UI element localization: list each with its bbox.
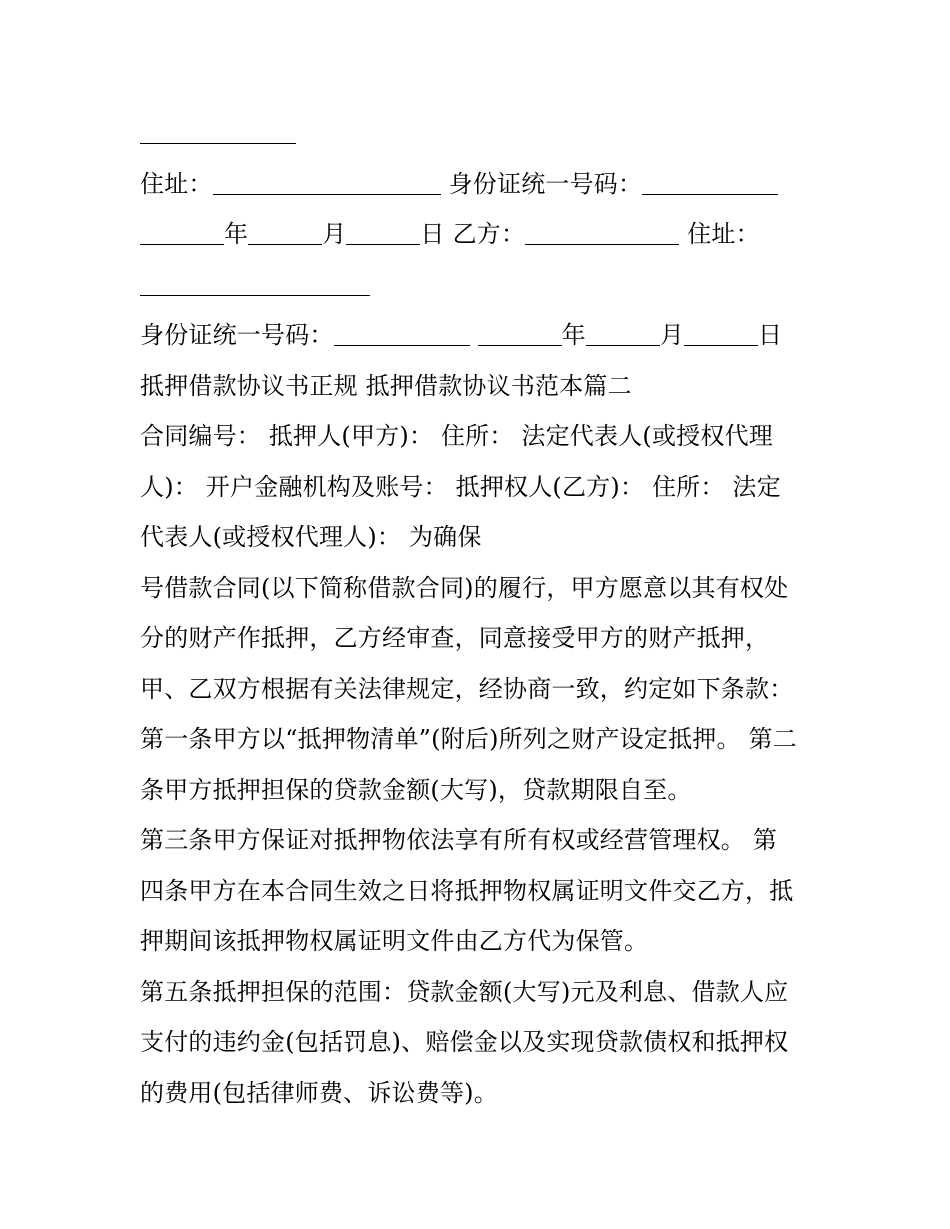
party-b-id-date-line — [140, 310, 820, 361]
paragraph-line: 代表人(或授权代理人)： 为确保 — [140, 523, 482, 551]
article-line: 第五条抵押担保的范围：贷款金额(大写)元及利息、借款人应 — [140, 977, 789, 1006]
day-label: 日 — [420, 220, 445, 248]
paragraph-line: 合同编号： 抵押人(甲方)： 住所： 法定代表人(或授权代理 — [140, 422, 773, 450]
address-blank — [213, 170, 441, 195]
paragraph-line: 号借款合同(以下简称借款合同)的履行，甲方愿意以其有权处 — [140, 573, 789, 602]
day-label-b: 日 — [758, 321, 783, 349]
section-title: 抵押借款协议书正规 抵押借款协议书范本篇二 — [140, 371, 632, 400]
id-number-label-b: 身份证统一号码： — [140, 321, 334, 349]
article-line: 条甲方抵押担保的贷款金额(大写)，贷款期限自至。 — [140, 775, 692, 804]
signature-blank-line — [140, 108, 820, 159]
month-label: 月 — [322, 220, 347, 248]
month-blank-b — [586, 321, 660, 346]
address-label-b: 住址： — [687, 220, 760, 248]
year-label: 年 — [224, 220, 249, 248]
article-line: 第三条甲方保证对抵押物依法享有所有权或经营管理权。 第 — [140, 826, 778, 854]
article-line: 第一条甲方以“抵押物清单”(附后)所列之财产设定抵押。 第二 — [140, 725, 797, 753]
year-blank — [140, 220, 224, 245]
day-blank-b — [684, 321, 758, 346]
id-number-blank — [642, 170, 778, 195]
document-body — [140, 108, 820, 1118]
address-blank-b — [140, 271, 370, 296]
article-line: 支付的违约金(包括罚息)、赔偿金以及实现贷款债权和抵押权 — [140, 1028, 789, 1056]
party-b-label: 乙方： — [452, 220, 526, 248]
paragraph-line: 甲、乙双方根据有关法律规定，经协商一致，约定如下条款： — [140, 674, 794, 703]
article-line: 押期间该抵押物权属证明文件由乙方代为保管。 — [140, 927, 649, 955]
id-number-label: 身份证统一号码： — [448, 169, 643, 198]
paragraph-line: 人)： 开户金融机构及账号： 抵押权人(乙方)： 住所： 法定 — [140, 472, 781, 501]
year-blank-b — [478, 321, 562, 346]
day-blank — [346, 220, 420, 245]
month-blank — [248, 220, 322, 245]
party-b-address-blank-line — [140, 260, 820, 311]
article-line: 的费用(包括律师费、诉讼费等)。 — [140, 1078, 498, 1107]
party-b-blank — [525, 220, 679, 245]
month-label-b: 月 — [659, 321, 685, 349]
year-label-b: 年 — [561, 321, 586, 349]
article-line: 四条甲方在本合同生效之日将抵押物权属证明文件交乙方，抵 — [140, 876, 794, 905]
blank-field — [140, 119, 296, 144]
party-a-address-line — [140, 159, 820, 210]
id-number-blank-b — [334, 321, 470, 346]
party-a-date-line — [140, 209, 820, 260]
paragraph-line: 分的财产作抵押，乙方经审查，同意接受甲方的财产抵押， — [140, 624, 770, 652]
address-label: 住址： — [140, 169, 213, 198]
